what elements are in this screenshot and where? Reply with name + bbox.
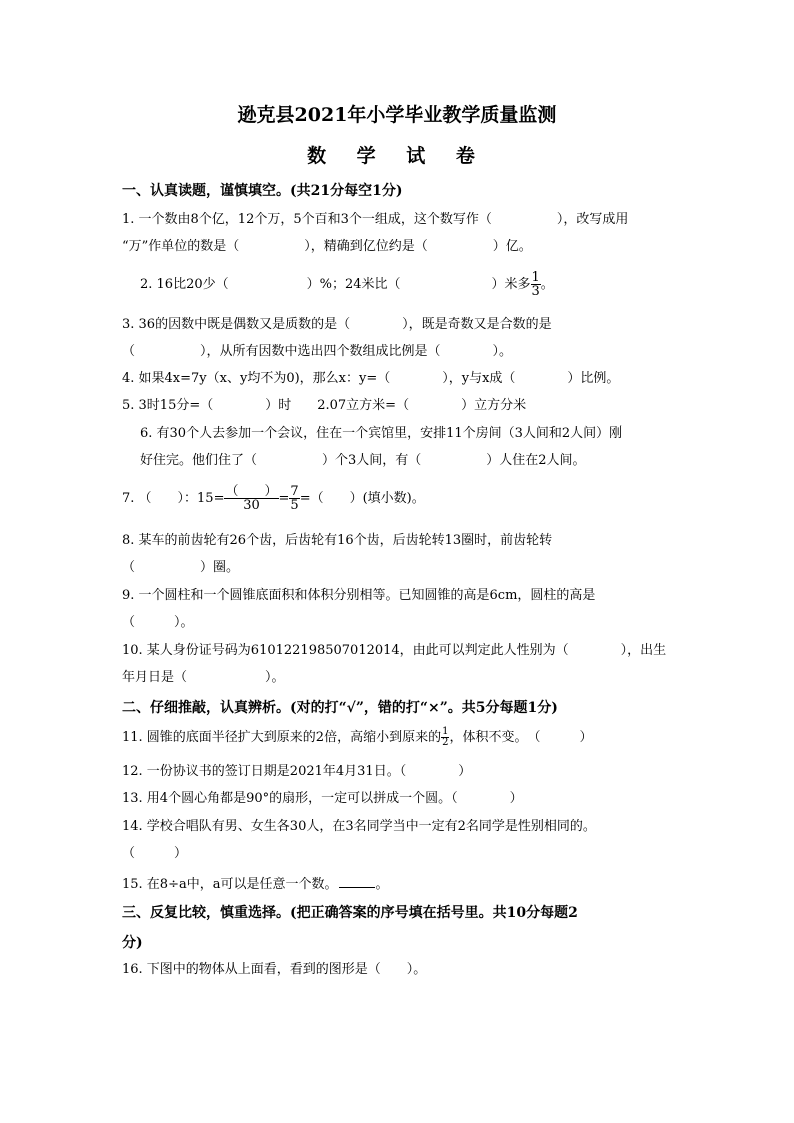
question-13: 13. 用4个圆心角都是90°的扇形，一定可以拼成一个圆。（ ） [122,791,523,806]
fraction-numerator: 7 [290,484,299,499]
fraction-numerator: （ ） [225,484,278,499]
question-15 [122,874,389,893]
answer-blank [339,874,375,888]
exam-subtitle: 数 学 试 卷 [307,145,487,167]
question-9-line-2: （ ）。 [122,615,194,630]
question-7-text: 7. （ ）：15= [122,491,225,506]
question-10-line-1: 10. 某人身份证号码为610122198507012014，由此可以判定此人性别为（ ），出生 [122,643,667,658]
question-5: 5. 3时15分=（ ）时 2.07立方米=（ ）立方分米 [122,398,527,413]
question-10-line-2: 年月日是（ ）。 [122,670,285,685]
equals-sign: = [278,491,290,506]
exam-title: 逊克县2021年小学毕业教学质量监测 [237,104,557,126]
section-3-heading-line-2: 分) [122,935,143,951]
question-3-line-1: 3. 36的因数中既是偶数又是质数的是（ ），既是奇数又是合数的是 [122,317,552,332]
question-15-end: 。 [375,877,389,892]
question-9-line-1: 9. 一个圆柱和一个圆锥底面积和体积分别相等。已知圆锥的高是6cm，圆柱的高是 [122,588,596,603]
section-1-heading: 一、认真读题，谨慎填空。(共21分每空1分) [122,183,403,199]
question-11-end: ，体积不变。 （ ） [449,730,593,745]
question-6-line-1: 6. 有30个人去参加一个会议，住在一个宾馆里，安排11个房间（3人间和2人间）刚 [140,426,623,441]
section-3-heading-line-1: 三、反复比较，慎重选择。(把正确答案的序号填在括号里。共10分每题2 [122,905,578,921]
question-2 [140,270,554,300]
question-11 [122,724,592,752]
fraction-numerator: 1 [531,270,540,285]
question-6-line-2: 好住完。他们住了（ ）个3人间，有（ ）人住在2人间。 [140,453,586,468]
fraction-denominator: 5 [290,498,299,513]
question-14-line-2: （ ） [122,846,188,861]
question-1-line-2: “万”作单位的数是（ ），精确到亿位约是（ ）亿。 [122,239,532,254]
question-8-line-1: 8. 某车的前齿轮有26个齿，后齿轮有16个齿，后齿轮转13圈时，前齿轮转 [122,533,553,548]
question-8-line-2: （ ）圈。 [122,560,240,575]
question-1-line-1: 1. 一个数由8个亿，12个万，5个百和3个一组成，这个数写作（ ），改写成用 [122,212,629,227]
section-2-heading: 二、仔细推敲，认真辨析。(对的打“√”，错的打“×”。共5分每题1分) [122,700,558,716]
question-7-end: =（ ）(填小数)。 [299,491,425,506]
question-3-line-2: （ ），从所有因数中选出四个数组成比例是（ ）。 [122,344,513,359]
fraction-blank-over-30 [224,485,278,512]
fraction-numerator: 1 [442,726,449,737]
question-15-text: 15. 在8÷a中，a可以是任意一个数。 [122,877,338,892]
question-12: 12. 一份协议书的签订日期是2021年4月31日。（ ） [122,764,472,779]
fraction-denominator: 2 [442,737,449,748]
question-7 [122,482,425,516]
question-2-end: 。 [540,277,554,292]
question-2-text: 2. 16比20少（ ）%；24米比（ ）米多 [140,277,531,292]
fraction-seven-fifths [289,485,299,512]
question-4: 4. 如果4x=7y（x、y均不为0)，那么x：y=（ ），y与x成（ ）比例。 [122,371,620,386]
fraction-denominator: 30 [243,498,260,513]
fraction-one-third [531,271,541,298]
question-11-text: 11. 圆锥的底面半径扩大到原来的2倍，高缩小到原来的 [122,730,442,745]
question-16: 16. 下图中的物体从上面看，看到的图形是（ ）。 [122,962,427,977]
fraction-denominator: 3 [531,284,540,299]
question-14-line-1: 14. 学校合唱队有男、女生各30人，在3名同学当中一定有2名同学是性别相同的。 [122,819,596,834]
